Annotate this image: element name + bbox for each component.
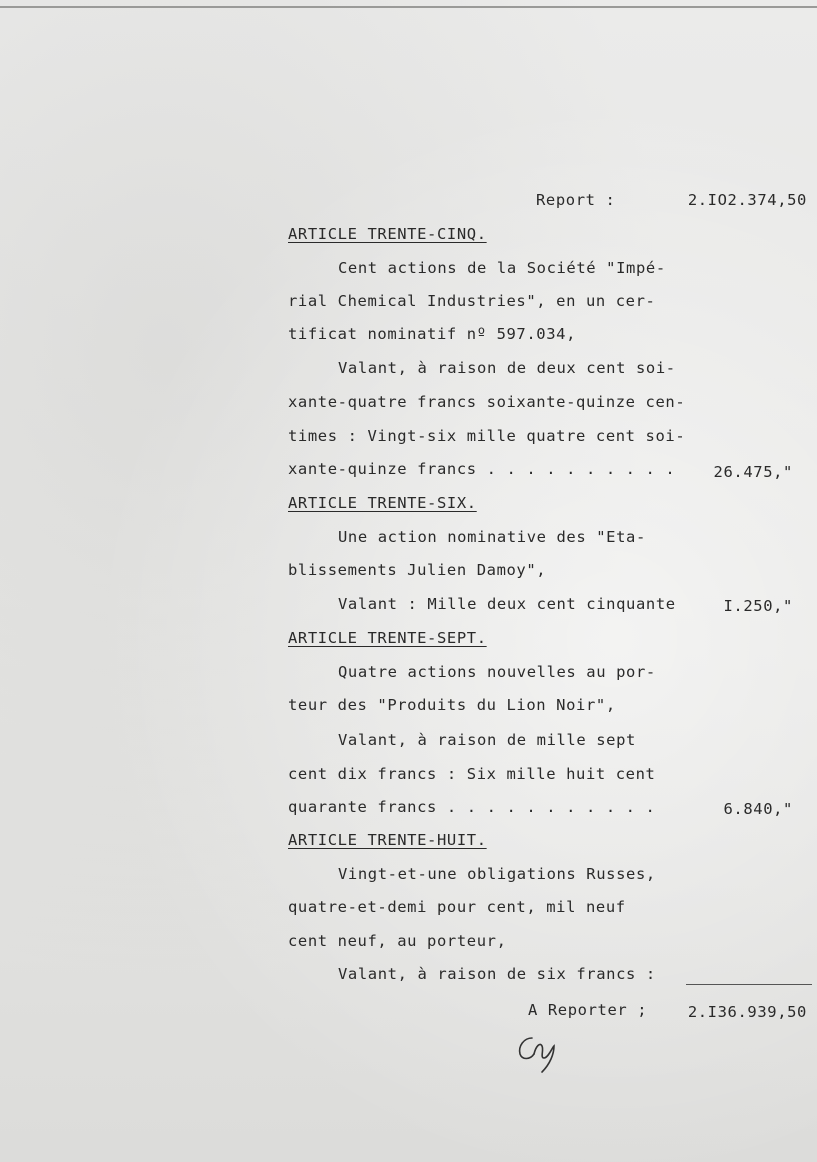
article-37-line: quarante francs . . . . . . . . . . . bbox=[288, 798, 656, 816]
article-37-line: Valant, à raison de mille sept bbox=[338, 731, 636, 749]
carry-amount: 2.I36.939,50 bbox=[687, 1003, 807, 1021]
article-36-line: Une action nominative des "Eta- bbox=[338, 528, 646, 546]
article-35-amount: 26.475," bbox=[713, 463, 793, 481]
article-36-line: Valant : Mille deux cent cinquante bbox=[338, 595, 676, 613]
article-38-heading: ARTICLE TRENTE-HUIT. bbox=[288, 831, 487, 849]
article-37-line: Quatre actions nouvelles au por- bbox=[338, 663, 656, 681]
article-37-line: cent dix francs : Six mille huit cent bbox=[288, 765, 656, 783]
article-35-line: rial Chemical Industries", en un cer- bbox=[288, 292, 656, 310]
article-38-line: quatre-et-demi pour cent, mil neuf bbox=[288, 898, 626, 916]
article-36-heading: ARTICLE TRENTE-SIX. bbox=[288, 494, 477, 512]
article-35-line: xante-quatre francs soixante-quinze cen- bbox=[288, 393, 686, 411]
article-35-line: Cent actions de la Société "Impé- bbox=[338, 259, 666, 277]
article-36-amount: I.250," bbox=[723, 597, 793, 615]
article-35-line: tificat nominatif nº 597.034, bbox=[288, 325, 577, 343]
carry-label: A Reporter ; bbox=[528, 1001, 648, 1019]
article-37-line: teur des "Produits du Lion Noir", bbox=[288, 696, 616, 714]
page-top-edge bbox=[0, 6, 817, 8]
article-38-line: cent neuf, au porteur, bbox=[288, 932, 507, 950]
article-38-line: Valant, à raison de six francs : bbox=[338, 965, 656, 983]
total-rule bbox=[686, 984, 812, 985]
article-35-heading: ARTICLE TRENTE-CINQ. bbox=[288, 225, 487, 243]
report-amount: 2.IO2.374,50 bbox=[687, 191, 807, 209]
article-36-line: blissements Julien Damoy", bbox=[288, 561, 547, 579]
report-label: Report : bbox=[536, 191, 616, 209]
article-35-line: Valant, à raison de deux cent soi- bbox=[338, 359, 676, 377]
article-37-heading: ARTICLE TRENTE-SEPT. bbox=[288, 629, 487, 647]
article-35-line: xante-quinze francs . . . . . . . . . . bbox=[288, 460, 676, 478]
handwritten-initials bbox=[514, 1028, 562, 1076]
article-37-amount: 6.840," bbox=[723, 800, 793, 818]
article-38-line: Vingt-et-une obligations Russes, bbox=[338, 865, 656, 883]
article-35-line: times : Vingt-six mille quatre cent soi- bbox=[288, 427, 686, 445]
